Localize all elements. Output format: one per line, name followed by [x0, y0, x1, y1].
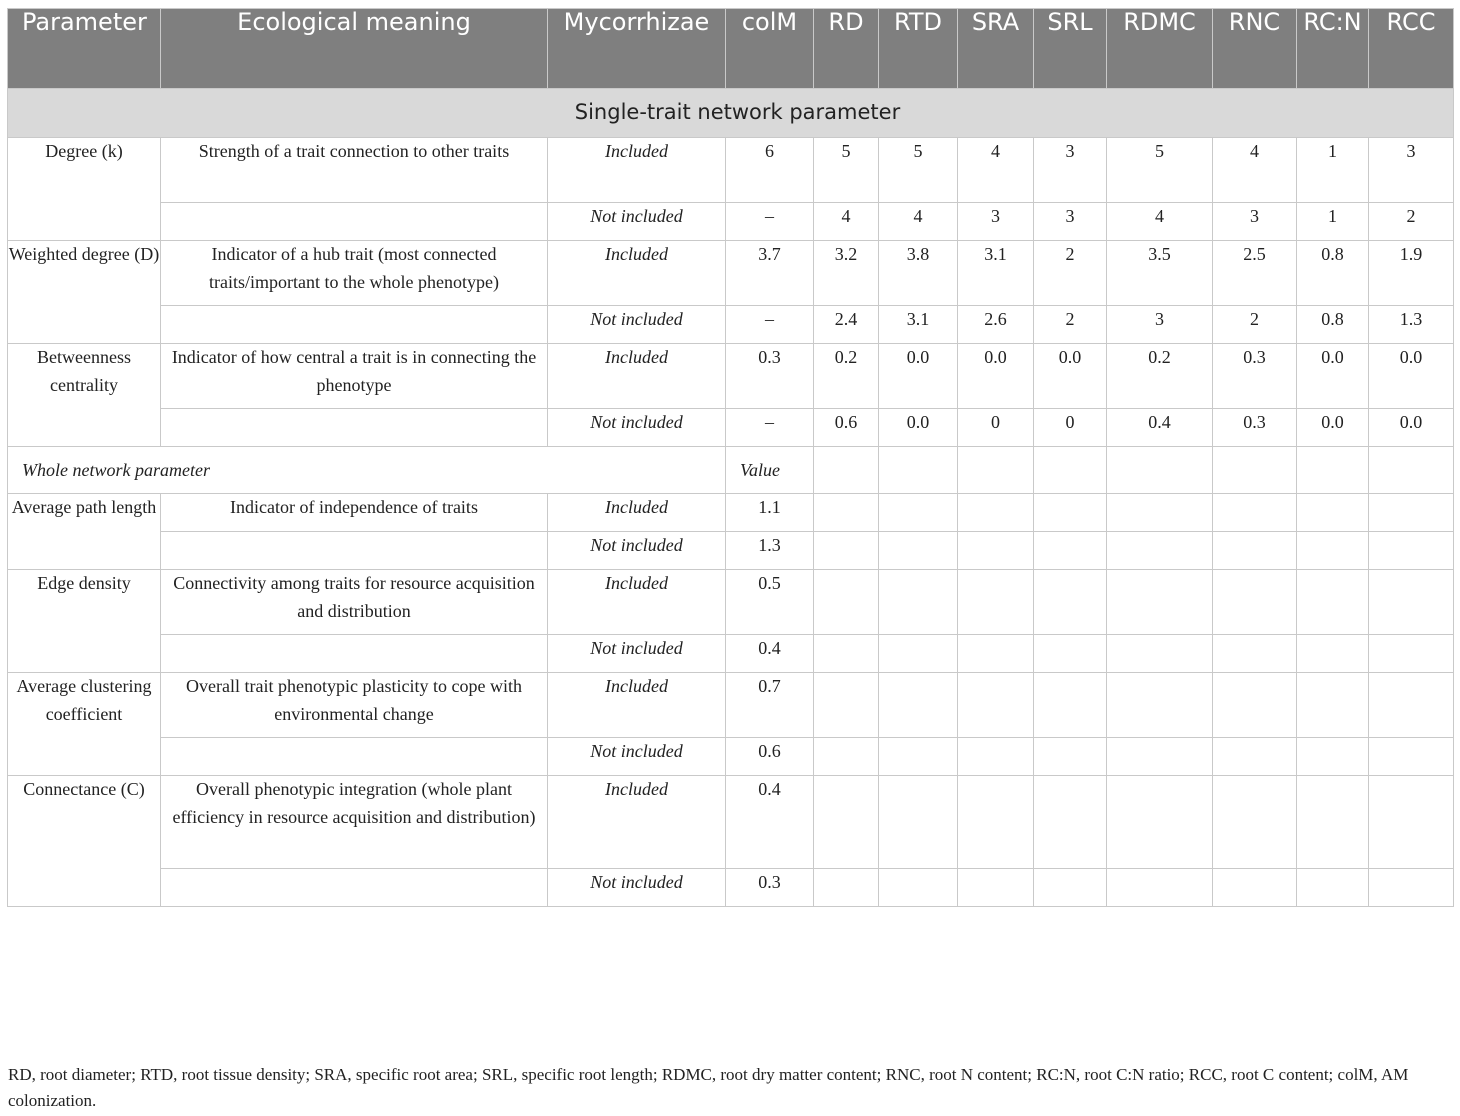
meaning-cell: Overall phenotypic integration (whole plant efficiency in resource acquisition and distribution)	[161, 776, 548, 869]
mycorrhizae-cell: Included	[548, 673, 726, 738]
mycorrhizae-cell: Not included	[548, 306, 726, 344]
empty-cell	[879, 738, 958, 776]
value-cell: 0.0	[879, 409, 958, 447]
header-cell: RC:N	[1297, 9, 1369, 89]
header-cell: Mycorrhizae	[548, 9, 726, 89]
empty-cell	[1213, 673, 1297, 738]
value-cell: 2	[1369, 203, 1454, 241]
header-row	[8, 9, 1454, 89]
empty-cell	[1034, 673, 1107, 738]
meaning-cell	[161, 869, 548, 907]
meaning-cell	[161, 738, 548, 776]
header-cell: RTD	[879, 9, 958, 89]
value-cell: 0.6	[726, 738, 814, 776]
empty-cell	[1369, 570, 1454, 635]
empty-cell	[879, 673, 958, 738]
empty-cell	[1034, 738, 1107, 776]
empty-cell	[1297, 673, 1369, 738]
section-title: Single-trait network parameter	[8, 89, 1454, 138]
empty-cell	[1034, 869, 1107, 907]
parameter-cell: Edge density	[8, 570, 161, 673]
empty-cell	[1213, 635, 1297, 673]
parameter-cell: Degree (k)	[8, 138, 161, 241]
meaning-cell: Overall trait phenotypic plasticity to cope with environmental change	[161, 673, 548, 738]
value-cell: 0.2	[1107, 344, 1213, 409]
mycorrhizae-cell: Included	[548, 241, 726, 306]
table-row	[8, 344, 1454, 409]
value-cell: 3.1	[879, 306, 958, 344]
header-cell: Parameter	[8, 9, 161, 89]
empty-cell	[1034, 635, 1107, 673]
empty-cell	[879, 494, 958, 532]
empty-cell	[1213, 776, 1297, 869]
value-cell: 0.3	[726, 869, 814, 907]
value-cell: 0.3	[1213, 409, 1297, 447]
empty-cell	[958, 532, 1034, 570]
parameter-cell: Average clustering coefficient	[8, 673, 161, 776]
mycorrhizae-cell: Not included	[548, 635, 726, 673]
table-row	[8, 409, 1454, 447]
empty-cell	[814, 869, 879, 907]
meaning-cell: Connectivity among traits for resource acquisition and distribution	[161, 570, 548, 635]
empty-cell	[879, 776, 958, 869]
parameter-cell: Betweenness centrality	[8, 344, 161, 447]
empty-cell	[1107, 776, 1213, 869]
empty-cell	[1297, 776, 1369, 869]
empty-cell	[958, 635, 1034, 673]
mycorrhizae-cell: Not included	[548, 409, 726, 447]
parameter-cell: Connectance (C)	[8, 776, 161, 907]
value-cell: 0.8	[1297, 306, 1369, 344]
meaning-cell: Indicator of a hub trait (most connected traits/important to the whole phenotype)	[161, 241, 548, 306]
empty-cell	[814, 673, 879, 738]
header-cell: RD	[814, 9, 879, 89]
whole-network-label-row	[8, 447, 1454, 494]
empty-cell	[814, 494, 879, 532]
value-cell: 4	[1107, 203, 1213, 241]
value-cell: –	[726, 306, 814, 344]
empty-cell	[1213, 738, 1297, 776]
empty-cell	[1369, 447, 1454, 494]
value-cell: 3.2	[814, 241, 879, 306]
value-cell: 3.7	[726, 241, 814, 306]
value-cell: 1.3	[1369, 306, 1454, 344]
empty-cell	[958, 869, 1034, 907]
value-cell: 1	[1297, 203, 1369, 241]
parameter-cell: Average path length	[8, 494, 161, 570]
empty-cell	[958, 738, 1034, 776]
meaning-cell	[161, 409, 548, 447]
empty-cell	[1369, 494, 1454, 532]
value-cell: 0.0	[1369, 344, 1454, 409]
meaning-cell	[161, 635, 548, 673]
table-row	[8, 570, 1454, 635]
value-cell: 3	[1369, 138, 1454, 203]
value-cell: 0.3	[726, 344, 814, 409]
value-cell: 5	[1107, 138, 1213, 203]
empty-cell	[958, 570, 1034, 635]
value-cell: 0.0	[879, 344, 958, 409]
empty-cell	[1297, 494, 1369, 532]
value-cell: 2	[1213, 306, 1297, 344]
value-cell: 3	[1034, 138, 1107, 203]
value-cell: 3	[1107, 306, 1213, 344]
value-cell: 3.8	[879, 241, 958, 306]
value-cell: 4	[958, 138, 1034, 203]
value-cell: 5	[879, 138, 958, 203]
table-row	[8, 673, 1454, 738]
value-cell: 3	[958, 203, 1034, 241]
mycorrhizae-cell: Not included	[548, 532, 726, 570]
empty-cell	[1213, 869, 1297, 907]
empty-cell	[814, 635, 879, 673]
empty-cell	[958, 494, 1034, 532]
empty-cell	[1107, 447, 1213, 494]
empty-cell	[1213, 447, 1297, 494]
empty-cell	[1297, 635, 1369, 673]
empty-cell	[958, 447, 1034, 494]
value-cell: 6	[726, 138, 814, 203]
value-cell: 0.0	[1297, 344, 1369, 409]
value-cell: 3.1	[958, 241, 1034, 306]
empty-cell	[1369, 532, 1454, 570]
value-cell: 0.5	[726, 570, 814, 635]
table-row	[8, 138, 1454, 203]
empty-cell	[1297, 869, 1369, 907]
value-cell: 0.2	[814, 344, 879, 409]
header-cell: RCC	[1369, 9, 1454, 89]
header-cell: RDMC	[1107, 9, 1213, 89]
table-row	[8, 306, 1454, 344]
meaning-cell: Indicator of how central a trait is in connecting the phenotype	[161, 344, 548, 409]
mycorrhizae-cell: Included	[548, 494, 726, 532]
empty-cell	[1369, 635, 1454, 673]
empty-cell	[1369, 869, 1454, 907]
meaning-cell	[161, 203, 548, 241]
table-footnote: RD, root diameter; RTD, root tissue density; SRA, specific root area; SRL, specific root length; RDMC, root dry matter content; RNC, root N content; RC:N, root C:N ratio; RCC, root C content; colM, AM colonization.	[8, 1065, 1409, 1110]
empty-cell	[1034, 776, 1107, 869]
empty-cell	[1034, 494, 1107, 532]
parameter-cell: Weighted degree (D)	[8, 241, 161, 344]
table-row	[8, 776, 1454, 869]
value-cell: 1.1	[726, 494, 814, 532]
empty-cell	[879, 570, 958, 635]
header-cell: SRA	[958, 9, 1034, 89]
header-cell: SRL	[1034, 9, 1107, 89]
mycorrhizae-cell: Not included	[548, 738, 726, 776]
value-cell: 2.6	[958, 306, 1034, 344]
table-row	[8, 241, 1454, 306]
table-row	[8, 738, 1454, 776]
mycorrhizae-cell: Not included	[548, 203, 726, 241]
value-cell: 4	[879, 203, 958, 241]
empty-cell	[814, 447, 879, 494]
empty-cell	[958, 776, 1034, 869]
value-cell: 1	[1297, 138, 1369, 203]
value-cell: 2	[1034, 241, 1107, 306]
empty-cell	[1107, 738, 1213, 776]
mycorrhizae-cell: Included	[548, 138, 726, 203]
empty-cell	[1213, 570, 1297, 635]
empty-cell	[1297, 738, 1369, 776]
value-cell: 0.8	[1297, 241, 1369, 306]
empty-cell	[958, 673, 1034, 738]
value-cell: 0.4	[726, 635, 814, 673]
value-cell: 4	[814, 203, 879, 241]
meaning-cell	[161, 532, 548, 570]
table-row	[8, 494, 1454, 532]
empty-cell	[1213, 494, 1297, 532]
value-cell: –	[726, 409, 814, 447]
mycorrhizae-cell: Not included	[548, 869, 726, 907]
value-cell: 0	[958, 409, 1034, 447]
value-cell: –	[726, 203, 814, 241]
value-cell: 1.9	[1369, 241, 1454, 306]
meaning-cell: Indicator of independence of traits	[161, 494, 548, 532]
empty-cell	[1107, 635, 1213, 673]
whole-network-label: Whole network parameter	[8, 447, 726, 494]
value-cell: 0.0	[958, 344, 1034, 409]
header-cell: colM	[726, 9, 814, 89]
empty-cell	[1107, 869, 1213, 907]
empty-cell	[814, 776, 879, 869]
empty-cell	[1107, 673, 1213, 738]
meaning-cell: Strength of a trait connection to other traits	[161, 138, 548, 203]
empty-cell	[879, 869, 958, 907]
empty-cell	[1107, 570, 1213, 635]
empty-cell	[1297, 532, 1369, 570]
mycorrhizae-cell: Included	[548, 344, 726, 409]
empty-cell	[1369, 776, 1454, 869]
empty-cell	[1034, 570, 1107, 635]
empty-cell	[879, 447, 958, 494]
value-cell: 4	[1213, 138, 1297, 203]
empty-cell	[1297, 570, 1369, 635]
empty-cell	[1297, 447, 1369, 494]
network-parameters-table	[7, 8, 1454, 907]
table-row	[8, 869, 1454, 907]
empty-cell	[1034, 532, 1107, 570]
meaning-cell	[161, 306, 548, 344]
value-cell: 0.3	[1213, 344, 1297, 409]
empty-cell	[814, 532, 879, 570]
value-cell: 0.0	[1034, 344, 1107, 409]
header-cell: Ecological meaning	[161, 9, 548, 89]
value-cell: 0.4	[726, 776, 814, 869]
empty-cell	[1369, 738, 1454, 776]
empty-cell	[1107, 494, 1213, 532]
mycorrhizae-cell: Included	[548, 570, 726, 635]
empty-cell	[1107, 532, 1213, 570]
table-body	[8, 89, 1454, 907]
value-cell: 3	[1213, 203, 1297, 241]
value-cell: 2.5	[1213, 241, 1297, 306]
empty-cell	[1369, 673, 1454, 738]
empty-cell	[814, 570, 879, 635]
value-cell: 3	[1034, 203, 1107, 241]
empty-cell	[879, 532, 958, 570]
value-cell: 0.6	[814, 409, 879, 447]
table-row	[8, 532, 1454, 570]
table-row	[8, 635, 1454, 673]
value-cell: 0.0	[1297, 409, 1369, 447]
value-cell: 3.5	[1107, 241, 1213, 306]
value-column-label: Value	[726, 447, 814, 494]
value-cell: 2.4	[814, 306, 879, 344]
empty-cell	[1034, 447, 1107, 494]
value-cell: 2	[1034, 306, 1107, 344]
empty-cell	[814, 738, 879, 776]
header-cell: RNC	[1213, 9, 1297, 89]
mycorrhizae-cell: Included	[548, 776, 726, 869]
value-cell: 1.3	[726, 532, 814, 570]
value-cell: 0.7	[726, 673, 814, 738]
value-cell: 0	[1034, 409, 1107, 447]
empty-cell	[879, 635, 958, 673]
section-row	[8, 89, 1454, 138]
value-cell: 0.0	[1369, 409, 1454, 447]
empty-cell	[1213, 532, 1297, 570]
value-cell: 0.4	[1107, 409, 1213, 447]
table-row	[8, 203, 1454, 241]
value-cell: 5	[814, 138, 879, 203]
